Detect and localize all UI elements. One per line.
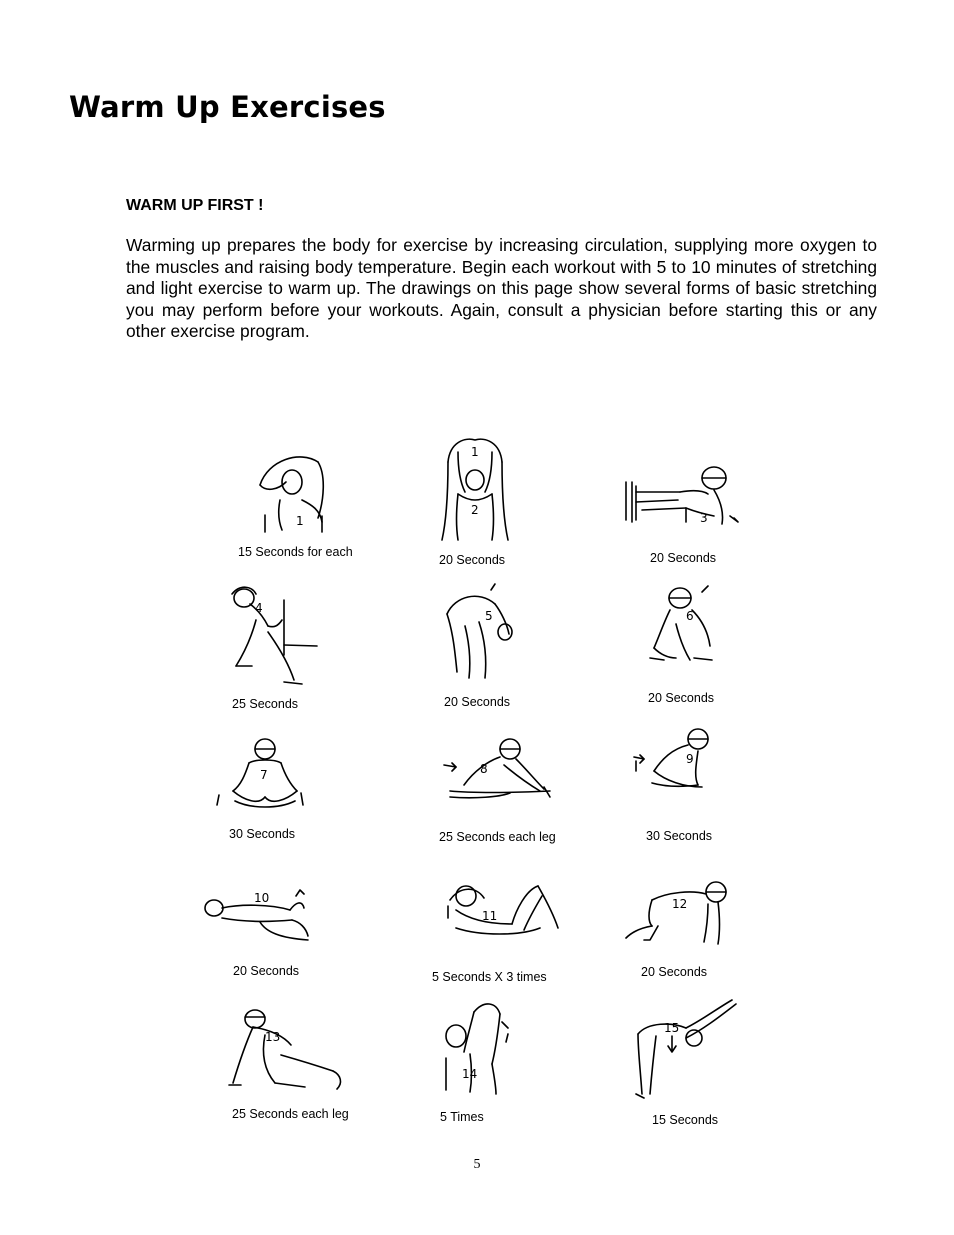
exercise-2-number-top: 1 xyxy=(471,445,479,459)
exercise-8 xyxy=(440,735,610,875)
exercise-2-duration: 20 Seconds xyxy=(439,553,506,567)
exercise-6-duration: 20 Seconds xyxy=(648,691,715,705)
exercise-15-duration: 15 Seconds xyxy=(652,1113,719,1127)
exercise-3-number: 3 xyxy=(700,511,708,525)
exercise-12-illustration-icon xyxy=(622,878,792,998)
intro-paragraph: Warming up prepares the body for exercise by increasing circulation, supplying more oxygen to the muscles and raising body temperature. Begin each workout with 5 to 10 minutes of stretching and light exercise to warm up. The drawings on this page show several forms of basic stretching you may perform before your workouts. Again, consult a physician before starting this or any other exercise program. xyxy=(126,235,877,341)
exercise-1-number: 1 xyxy=(296,514,304,528)
exercise-2 xyxy=(430,432,600,572)
exercise-7-duration: 30 Seconds xyxy=(229,827,296,841)
exercise-4-duration: 25 Seconds xyxy=(232,697,299,711)
exercise-12-duration: 20 Seconds xyxy=(641,965,708,979)
exercise-14 xyxy=(440,998,610,1138)
exercise-10-number: 10 xyxy=(254,891,270,905)
exercise-2-illustration-icon xyxy=(430,432,600,552)
exercise-9-duration: 30 Seconds xyxy=(646,829,713,843)
exercise-5 xyxy=(435,582,605,722)
exercise-7 xyxy=(215,735,385,875)
exercise-13-number: 13 xyxy=(265,1030,281,1044)
exercise-6-number: 6 xyxy=(686,609,694,623)
exercise-15 xyxy=(632,996,802,1136)
page-title: Warm Up Exercises xyxy=(69,90,386,124)
exercise-6-illustration-icon xyxy=(640,584,810,704)
exercise-7-number: 7 xyxy=(260,768,268,782)
exercise-1-duration: 15 Seconds for each xyxy=(238,545,353,559)
exercise-15-illustration-icon xyxy=(632,996,802,1116)
exercise-10-duration: 20 Seconds xyxy=(233,964,300,978)
exercise-13-duration: 25 Seconds each leg xyxy=(232,1107,349,1121)
exercise-15-number: 15 xyxy=(664,1021,680,1035)
exercise-8-number: 8 xyxy=(480,762,488,776)
exercise-10-illustration-icon xyxy=(200,888,370,1008)
exercise-1 xyxy=(230,430,400,570)
page-number: 5 xyxy=(473,1157,481,1172)
exercise-3-duration: 20 Seconds xyxy=(650,551,717,565)
exercise-9-illustration-icon xyxy=(632,725,802,845)
section-heading: WARM UP FIRST ! xyxy=(126,197,264,214)
exercise-8-duration: 25 Seconds each leg xyxy=(439,830,556,844)
exercise-3 xyxy=(620,460,790,600)
exercise-1-illustration-icon xyxy=(230,430,400,550)
exercise-4-number: 4 xyxy=(255,601,263,615)
exercise-14-duration: 5 Times xyxy=(440,1110,484,1124)
exercise-5-number: 5 xyxy=(485,609,493,623)
exercise-14-number: 14 xyxy=(462,1067,478,1081)
exercise-6 xyxy=(640,584,810,724)
exercise-14-illustration-icon xyxy=(440,998,610,1118)
exercise-12-number: 12 xyxy=(672,897,688,911)
exercise-13 xyxy=(225,1005,395,1145)
exercise-5-duration: 20 Seconds xyxy=(444,695,511,709)
exercise-2-number: 2 xyxy=(471,503,479,517)
exercise-11-duration: 5 Seconds X 3 times xyxy=(432,970,547,984)
exercise-5-illustration-icon xyxy=(435,582,605,702)
exercise-11-number: 11 xyxy=(482,909,498,923)
exercise-9 xyxy=(632,725,802,865)
exercise-4-illustration-icon xyxy=(222,580,392,700)
exercise-4 xyxy=(222,580,392,720)
exercise-9-number: 9 xyxy=(686,752,694,766)
